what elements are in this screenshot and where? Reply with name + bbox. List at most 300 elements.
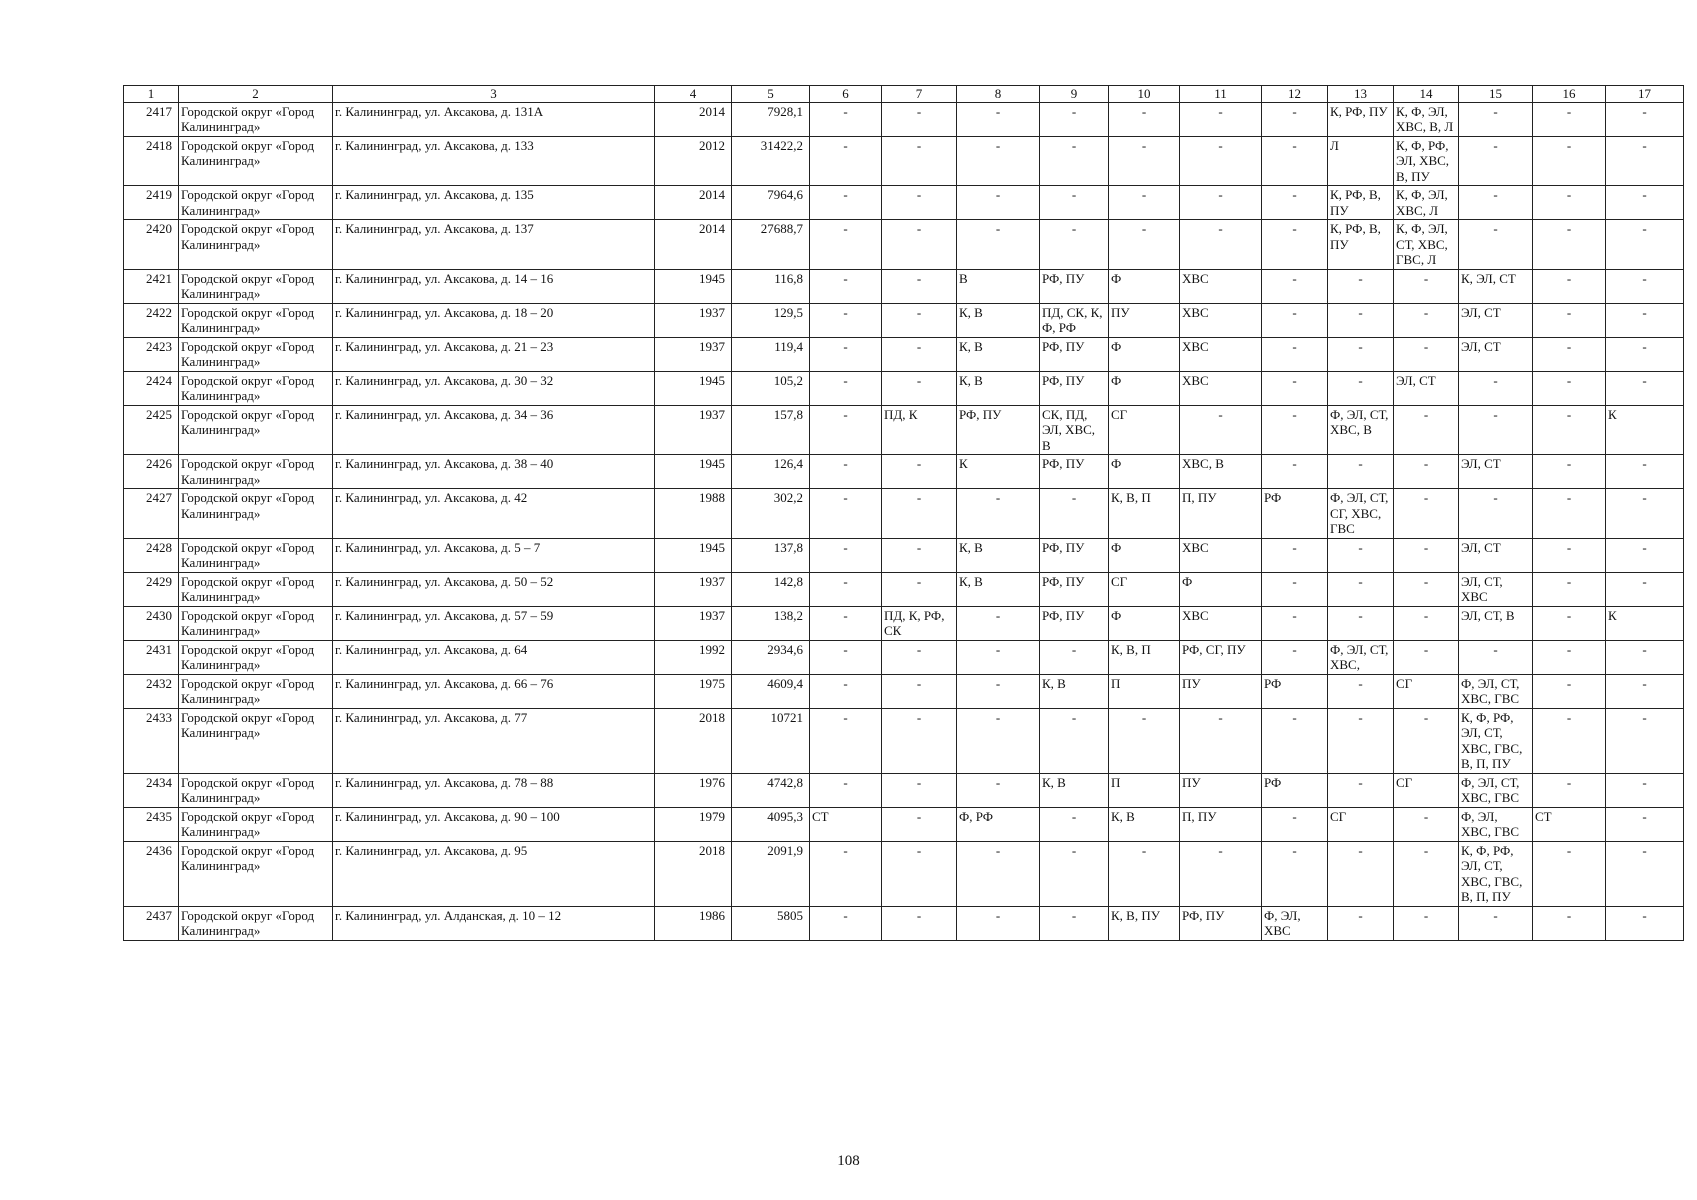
table-cell: ХВС <box>1180 337 1262 371</box>
table-cell: - <box>882 371 957 405</box>
table-cell: - <box>882 773 957 807</box>
table-row <box>124 572 1684 606</box>
table-cell: - <box>1328 572 1394 606</box>
table-cell: К, РФ, В, ПУ <box>1328 220 1394 270</box>
table-cell: ПУ <box>1180 674 1262 708</box>
table-cell: К, РФ, ПУ <box>1328 102 1394 136</box>
table-cell: - <box>810 773 882 807</box>
table-cell: Городской округ «Город Калининград» <box>179 136 333 186</box>
table-cell: - <box>957 841 1040 906</box>
table-cell: 129,5 <box>732 303 810 337</box>
table-cell: - <box>1533 708 1606 773</box>
table-cell: - <box>1459 640 1533 674</box>
table-cell: г. Калининград, ул. Аксакова, д. 34 – 36 <box>333 405 655 455</box>
table-cell: - <box>1533 220 1606 270</box>
table-cell: - <box>810 674 882 708</box>
table-cell: ПУ <box>1109 303 1180 337</box>
table-row <box>124 708 1684 773</box>
table-cell: г. Калининград, ул. Аксакова, д. 38 – 40 <box>333 455 655 489</box>
table-cell: Ф <box>1180 572 1262 606</box>
table-cell: Ф, ЭЛ, СТ, ХВС, В <box>1328 405 1394 455</box>
table-cell: - <box>1262 807 1328 841</box>
table-cell: - <box>1533 303 1606 337</box>
table-cell: - <box>1533 606 1606 640</box>
table-cell: - <box>810 186 882 220</box>
table-cell: Городской округ «Город Калининград» <box>179 220 333 270</box>
table-cell: К, В, ПУ <box>1109 906 1180 940</box>
table-cell: - <box>957 136 1040 186</box>
table-cell: РФ, ПУ <box>1040 455 1109 489</box>
table-cell: К, РФ, В, ПУ <box>1328 186 1394 220</box>
column-header: 14 <box>1394 86 1459 103</box>
table-cell: 1937 <box>655 303 732 337</box>
table-cell: - <box>957 640 1040 674</box>
table-cell: - <box>1394 405 1459 455</box>
table-cell: П, ПУ <box>1180 807 1262 841</box>
table-cell: - <box>1262 640 1328 674</box>
table-row <box>124 606 1684 640</box>
table-cell: Городской округ «Город Калининград» <box>179 906 333 940</box>
table-cell: - <box>1109 841 1180 906</box>
table-cell: 2418 <box>124 136 179 186</box>
table-cell: К, В, П <box>1109 489 1180 539</box>
page-number: 108 <box>837 1153 860 1169</box>
table-cell: - <box>1606 572 1684 606</box>
table-cell: - <box>1262 269 1328 303</box>
table-cell: - <box>1328 371 1394 405</box>
table-cell: - <box>810 371 882 405</box>
table-cell: - <box>1394 906 1459 940</box>
table-cell: Ф <box>1109 538 1180 572</box>
table-row <box>124 640 1684 674</box>
table-cell: Городской округ «Город Калининград» <box>179 186 333 220</box>
table-cell: К, В <box>957 572 1040 606</box>
table-cell: - <box>810 303 882 337</box>
table-cell: К, В <box>957 303 1040 337</box>
table-cell: Ф, РФ <box>957 807 1040 841</box>
table-cell: 2091,9 <box>732 841 810 906</box>
table-cell: - <box>1180 186 1262 220</box>
table-cell: 2430 <box>124 606 179 640</box>
table-cell: - <box>1328 337 1394 371</box>
table-cell: ЭЛ, СТ <box>1459 337 1533 371</box>
table-cell: 2434 <box>124 773 179 807</box>
table-cell: - <box>1328 303 1394 337</box>
table-cell: К <box>957 455 1040 489</box>
table-cell: г. Калининград, ул. Аксакова, д. 133 <box>333 136 655 186</box>
table-cell: г. Калининград, ул. Алданская, д. 10 – 12 <box>333 906 655 940</box>
table-cell: - <box>957 102 1040 136</box>
table-cell: ЭЛ, СТ <box>1459 303 1533 337</box>
table-cell: 10721 <box>732 708 810 773</box>
table-cell: - <box>810 455 882 489</box>
table-cell: В <box>957 269 1040 303</box>
table-cell: РФ <box>1262 489 1328 539</box>
table-cell: - <box>1606 708 1684 773</box>
table-cell: - <box>810 136 882 186</box>
table-cell: - <box>1459 102 1533 136</box>
table-cell: К, В <box>957 371 1040 405</box>
table-cell: - <box>1262 455 1328 489</box>
table-cell: г. Калининград, ул. Аксакова, д. 64 <box>333 640 655 674</box>
table-cell: - <box>810 405 882 455</box>
table-cell: - <box>1394 269 1459 303</box>
table-cell: 1986 <box>655 906 732 940</box>
table-cell: ПУ <box>1180 773 1262 807</box>
table-cell: - <box>1606 906 1684 940</box>
table-cell: Городской округ «Город Калининград» <box>179 841 333 906</box>
table-cell: - <box>1606 102 1684 136</box>
table-cell: г. Калининград, ул. Аксакова, д. 135 <box>333 186 655 220</box>
table-cell: 2934,6 <box>732 640 810 674</box>
table-cell: Ф <box>1109 269 1180 303</box>
table-cell: г. Калининград, ул. Аксакова, д. 78 – 88 <box>333 773 655 807</box>
table-cell: 1976 <box>655 773 732 807</box>
table-cell: - <box>1262 337 1328 371</box>
table-row <box>124 371 1684 405</box>
table-cell: К, Ф, ЭЛ, СТ, ХВС, ГВС, Л <box>1394 220 1459 270</box>
table-cell: г. Калининград, ул. Аксакова, д. 95 <box>333 841 655 906</box>
table-cell: РФ <box>1262 674 1328 708</box>
table-cell: - <box>957 489 1040 539</box>
table-cell: 1937 <box>655 606 732 640</box>
table-cell: 2435 <box>124 807 179 841</box>
table-cell: - <box>1533 489 1606 539</box>
table-cell: - <box>882 489 957 539</box>
table-cell: - <box>957 186 1040 220</box>
table-cell: - <box>1109 186 1180 220</box>
table-cell: Ф <box>1109 337 1180 371</box>
table-cell: 2018 <box>655 841 732 906</box>
column-header: 7 <box>882 86 957 103</box>
table-cell: 2431 <box>124 640 179 674</box>
table-cell: 4742,8 <box>732 773 810 807</box>
table-cell: 119,4 <box>732 337 810 371</box>
table-cell: Городской округ «Город Калининград» <box>179 455 333 489</box>
table-cell: 2428 <box>124 538 179 572</box>
table-cell: СК, ПД, ЭЛ, ХВС, В <box>1040 405 1109 455</box>
table-cell: - <box>1180 405 1262 455</box>
table-cell: Городской округ «Город Калининград» <box>179 606 333 640</box>
table-cell: 1945 <box>655 538 732 572</box>
table-cell: Ф <box>1109 606 1180 640</box>
table-cell: - <box>1533 269 1606 303</box>
table-cell: 4609,4 <box>732 674 810 708</box>
table-cell: г. Калининград, ул. Аксакова, д. 21 – 23 <box>333 337 655 371</box>
table-cell: Городской округ «Город Калининград» <box>179 674 333 708</box>
table-cell: К, Ф, РФ, ЭЛ, ХВС, В, ПУ <box>1394 136 1459 186</box>
table-cell: РФ, ПУ <box>1040 572 1109 606</box>
table-cell: - <box>957 773 1040 807</box>
table-cell: - <box>1109 708 1180 773</box>
table-cell: - <box>1040 640 1109 674</box>
table-cell: ХВС <box>1180 303 1262 337</box>
table-cell: г. Калининград, ул. Аксакова, д. 137 <box>333 220 655 270</box>
table-cell: - <box>810 572 882 606</box>
table-cell: 31422,2 <box>732 136 810 186</box>
table-cell: - <box>1262 405 1328 455</box>
table-cell: ЭЛ, СТ, ХВС <box>1459 572 1533 606</box>
table-cell: - <box>1606 337 1684 371</box>
table-row <box>124 186 1684 220</box>
table-cell: - <box>1262 220 1328 270</box>
table-cell: - <box>1040 186 1109 220</box>
table-cell: - <box>1262 841 1328 906</box>
table-cell: РФ, ПУ <box>1040 269 1109 303</box>
table-row <box>124 303 1684 337</box>
table-cell: - <box>810 337 882 371</box>
table-cell: - <box>810 640 882 674</box>
column-header: 5 <box>732 86 810 103</box>
table-cell: П, ПУ <box>1180 489 1262 539</box>
table-cell: - <box>882 102 957 136</box>
table-cell: - <box>882 136 957 186</box>
table-cell: К, ЭЛ, СТ <box>1459 269 1533 303</box>
table-cell: К, Ф, РФ, ЭЛ, СТ, ХВС, ГВС, В, П, ПУ <box>1459 841 1533 906</box>
table-cell: 5805 <box>732 906 810 940</box>
table-cell: - <box>1606 538 1684 572</box>
table-cell: 27688,7 <box>732 220 810 270</box>
table-cell: - <box>1606 136 1684 186</box>
column-header: 2 <box>179 86 333 103</box>
table-cell: К <box>1606 405 1684 455</box>
table-cell: Л <box>1328 136 1394 186</box>
table-row <box>124 455 1684 489</box>
table-cell: 2014 <box>655 220 732 270</box>
table-row <box>124 807 1684 841</box>
table-cell: 2423 <box>124 337 179 371</box>
table-cell: ХВС <box>1180 538 1262 572</box>
table-cell: ПД, К, РФ, СК <box>882 606 957 640</box>
table-cell: г. Калининград, ул. Аксакова, д. 77 <box>333 708 655 773</box>
column-header: 10 <box>1109 86 1180 103</box>
table-cell: 2425 <box>124 405 179 455</box>
table-cell: 2433 <box>124 708 179 773</box>
table-cell: - <box>1328 674 1394 708</box>
table-cell: К, В <box>957 538 1040 572</box>
table-cell: 1988 <box>655 489 732 539</box>
table-cell: - <box>1606 807 1684 841</box>
table-cell: - <box>1394 489 1459 539</box>
table-cell: 2018 <box>655 708 732 773</box>
table-cell: - <box>1606 640 1684 674</box>
table-cell: ПД, СК, К, Ф, РФ <box>1040 303 1109 337</box>
table-cell: - <box>1040 220 1109 270</box>
table-cell: - <box>1040 906 1109 940</box>
table-cell: - <box>1533 405 1606 455</box>
table-cell: - <box>1328 455 1394 489</box>
table-cell: 1979 <box>655 807 732 841</box>
table-cell: 105,2 <box>732 371 810 405</box>
table-cell: СГ <box>1109 405 1180 455</box>
table-cell: - <box>882 906 957 940</box>
table-cell: - <box>1533 186 1606 220</box>
table-cell: Городской округ «Город Калининград» <box>179 773 333 807</box>
table-cell: 2432 <box>124 674 179 708</box>
table-cell: - <box>1394 455 1459 489</box>
table-cell: - <box>1262 186 1328 220</box>
table-cell: г. Калининград, ул. Аксакова, д. 30 – 32 <box>333 371 655 405</box>
table-cell: - <box>957 906 1040 940</box>
document-sheet <box>123 85 1663 941</box>
table-cell: - <box>1262 371 1328 405</box>
table-cell: 4095,3 <box>732 807 810 841</box>
table-cell: Ф, ЭЛ, СТ, ХВС, ГВС <box>1459 674 1533 708</box>
table-cell: - <box>1394 708 1459 773</box>
table-cell: г. Калининград, ул. Аксакова, д. 42 <box>333 489 655 539</box>
table-cell: - <box>1328 906 1394 940</box>
table-cell: - <box>1040 708 1109 773</box>
table-cell: 7928,1 <box>732 102 810 136</box>
table-cell: 1945 <box>655 269 732 303</box>
table-cell: Городской округ «Город Калининград» <box>179 337 333 371</box>
table-cell: - <box>1180 708 1262 773</box>
table-cell: - <box>1459 136 1533 186</box>
table-cell: 2427 <box>124 489 179 539</box>
table-cell: ЭЛ, СТ <box>1459 455 1533 489</box>
table-cell: К, В <box>1109 807 1180 841</box>
table-cell: РФ, ПУ <box>1180 906 1262 940</box>
table-cell: - <box>1459 489 1533 539</box>
table-cell: Городской округ «Город Калининград» <box>179 303 333 337</box>
table-cell: Городской округ «Город Калининград» <box>179 405 333 455</box>
table-cell: 2014 <box>655 186 732 220</box>
table-cell: 1937 <box>655 405 732 455</box>
table-cell: - <box>810 538 882 572</box>
table-cell: - <box>1109 136 1180 186</box>
column-header: 16 <box>1533 86 1606 103</box>
table-cell: Городской округ «Город Калининград» <box>179 371 333 405</box>
table-cell: Ф, ЭЛ, ХВС <box>1262 906 1328 940</box>
table-row <box>124 538 1684 572</box>
table-cell: г. Калининград, ул. Аксакова, д. 50 – 52 <box>333 572 655 606</box>
table-cell: 1945 <box>655 371 732 405</box>
table-cell: ХВС <box>1180 269 1262 303</box>
table-cell: 2426 <box>124 455 179 489</box>
table-cell: - <box>957 708 1040 773</box>
table-cell: РФ, СГ, ПУ <box>1180 640 1262 674</box>
table-cell: П <box>1109 674 1180 708</box>
table-body <box>124 102 1684 940</box>
table-cell: - <box>1328 773 1394 807</box>
table-cell: СГ <box>1394 773 1459 807</box>
table-cell: - <box>1459 405 1533 455</box>
table-cell: г. Калининград, ул. Аксакова, д. 66 – 76 <box>333 674 655 708</box>
table-cell: 1945 <box>655 455 732 489</box>
table-cell: - <box>1533 371 1606 405</box>
table-row <box>124 102 1684 136</box>
table-cell: - <box>1262 303 1328 337</box>
table-cell: - <box>810 102 882 136</box>
table-cell: - <box>1606 186 1684 220</box>
table-cell: - <box>1262 538 1328 572</box>
table-cell: 2436 <box>124 841 179 906</box>
table-cell: СТ <box>810 807 882 841</box>
table-cell: - <box>1040 102 1109 136</box>
table-cell: - <box>882 303 957 337</box>
table-cell: - <box>1394 538 1459 572</box>
table-cell: - <box>1180 136 1262 186</box>
table-cell: - <box>1533 455 1606 489</box>
table-cell: - <box>882 186 957 220</box>
table-cell: - <box>1606 220 1684 270</box>
table-cell: К, Ф, ЭЛ, ХВС, Л <box>1394 186 1459 220</box>
table-cell: 2421 <box>124 269 179 303</box>
table-cell: ХВС <box>1180 371 1262 405</box>
table-cell: - <box>882 708 957 773</box>
table-cell: К <box>1606 606 1684 640</box>
table-header-row <box>124 86 1684 103</box>
table-row <box>124 906 1684 940</box>
table-cell: - <box>1394 606 1459 640</box>
table-cell: - <box>1394 807 1459 841</box>
table-cell: 2417 <box>124 102 179 136</box>
table-cell: - <box>1328 841 1394 906</box>
table-cell: - <box>1180 841 1262 906</box>
table-cell: 142,8 <box>732 572 810 606</box>
column-header: 4 <box>655 86 732 103</box>
table-cell: П <box>1109 773 1180 807</box>
table-row <box>124 405 1684 455</box>
column-header: 11 <box>1180 86 1262 103</box>
table-cell: - <box>1533 773 1606 807</box>
table-cell: - <box>1606 371 1684 405</box>
table-cell: 157,8 <box>732 405 810 455</box>
table-cell: 1937 <box>655 337 732 371</box>
table-cell: РФ, ПУ <box>1040 538 1109 572</box>
table-row <box>124 136 1684 186</box>
table-cell: - <box>1328 606 1394 640</box>
table-row <box>124 220 1684 270</box>
table-cell: РФ, ПУ <box>1040 606 1109 640</box>
table-cell: - <box>1328 538 1394 572</box>
column-header: 12 <box>1262 86 1328 103</box>
table-cell: Городской округ «Город Калининград» <box>179 269 333 303</box>
table-cell: - <box>1606 269 1684 303</box>
table-cell: - <box>1606 303 1684 337</box>
table-cell: - <box>957 674 1040 708</box>
table-cell: - <box>1109 220 1180 270</box>
table-cell: СГ <box>1394 674 1459 708</box>
table-cell: - <box>1606 773 1684 807</box>
table-cell: г. Калининград, ул. Аксакова, д. 131А <box>333 102 655 136</box>
table-cell: - <box>810 708 882 773</box>
table-cell: РФ, ПУ <box>1040 371 1109 405</box>
table-row <box>124 337 1684 371</box>
column-header: 6 <box>810 86 882 103</box>
table-cell: - <box>1394 841 1459 906</box>
table-cell: СТ <box>1533 807 1606 841</box>
table-cell: Ф, ЭЛ, СТ, ХВС, <box>1328 640 1394 674</box>
table-cell: ЭЛ, СТ <box>1459 538 1533 572</box>
table-cell: ХВС <box>1180 606 1262 640</box>
table-cell: - <box>1606 841 1684 906</box>
table-cell: - <box>1180 220 1262 270</box>
table-cell: К, В <box>957 337 1040 371</box>
table-cell: - <box>882 674 957 708</box>
column-header: 8 <box>957 86 1040 103</box>
column-header: 3 <box>333 86 655 103</box>
table-cell: г. Калининград, ул. Аксакова, д. 18 – 20 <box>333 303 655 337</box>
table-cell: - <box>1533 136 1606 186</box>
table-cell: Ф, ЭЛ, СТ, ХВС, ГВС <box>1459 773 1533 807</box>
column-header: 9 <box>1040 86 1109 103</box>
table-cell: РФ, ПУ <box>957 405 1040 455</box>
table-cell: - <box>1533 841 1606 906</box>
table-cell: 2437 <box>124 906 179 940</box>
table-cell: ХВС, В <box>1180 455 1262 489</box>
table-cell: - <box>1459 371 1533 405</box>
